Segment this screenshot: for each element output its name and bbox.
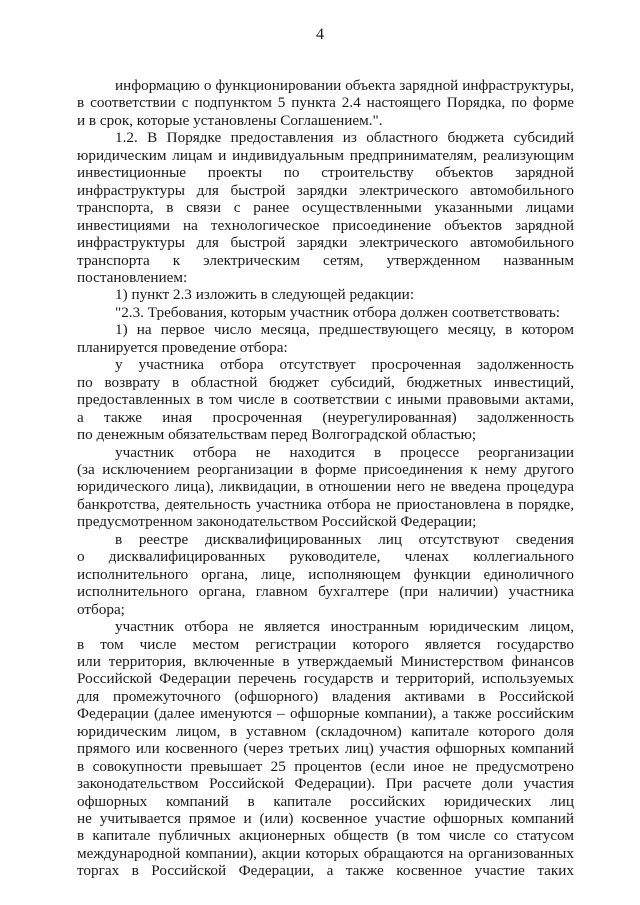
text-line: прямого или косвенного (через третьих лиц) участия офшорных компаний (77, 740, 574, 758)
text-line: 1) на первое число месяца, предшествующего месяцу, в котором (115, 321, 574, 339)
text-line: для промежуточного (офшорного) владения активами в Российской (77, 687, 574, 705)
text-line: юридическим лицом, в уставном (складочном) капитале которого доля (77, 722, 574, 740)
text-line: предоставленных в том числе в соответствии с иными правовыми актами, (77, 391, 574, 409)
text-line: в том числе местом регистрации которого является государство (77, 635, 574, 653)
text-line: "2.3. Требования, которым участник отбора должен соответствовать: (115, 303, 560, 321)
text-line: исполнительного органа, главном бухгалтере (при наличии) участника (77, 583, 574, 601)
text-line: законодательством Российской Федерации). При расчете доли участия (77, 775, 574, 793)
text-line: информацию о функционировании объекта зарядной инфраструктуры, (115, 77, 574, 94)
text-line: исполнительного органа, лице, исполняющем функции единоличного (77, 565, 574, 583)
paragraph (77, 129, 574, 286)
paragraph (77, 286, 574, 303)
text-line: участник отбора не находится в процессе реорганизации (115, 443, 574, 461)
text-line: или территория, включенные в утверждаемый Министерством финансов (77, 652, 574, 670)
text-line: в капитале публичных акционерных обществ (в том числе со статусом (77, 827, 574, 845)
text-line: юридическим лицам и индивидуальным предпринимателям, реализующим (77, 146, 574, 164)
paragraph (77, 618, 574, 880)
paragraph (77, 304, 574, 321)
text-line: о дисквалифицированных руководителе, членах коллегиального (77, 548, 574, 566)
text-line: предусмотренном законодательством Российской Федерации; (77, 513, 477, 531)
text-line: (за исключением реорганизации в форме присоединения к нему другого (77, 460, 574, 478)
text-line: торгах в Российской Федерации, а также косвенное участие таких (77, 862, 574, 880)
page-number: 4 (316, 26, 324, 43)
text-line: планируется проведение отбора: (77, 338, 288, 356)
paragraph (77, 531, 574, 618)
text-line: не учитывается прямое и (или) косвенное участие офшорных компаний (77, 810, 574, 828)
text-line: международной компании), акции которых обращаются на организованных (77, 844, 574, 862)
text-line: инвестиционные проекты по строительству объектов зарядной (77, 164, 574, 182)
text-line: банкротства, деятельность участника отбора не приостановлена в порядке, (77, 495, 574, 513)
paragraph (77, 444, 574, 531)
document-body (77, 77, 574, 880)
text-line: транспорта к электрическим сетям, утвержденном названным (77, 251, 574, 269)
text-line: офшорных компаний в капитале российских юридических лиц (77, 792, 574, 810)
paragraph (77, 356, 574, 443)
text-line: и в срок, которые установлены Соглашением.". (77, 111, 383, 129)
text-line: в соответствии с подпунктом 5 пункта 2.4 настоящего Порядка, по форме (77, 94, 574, 112)
text-line: инфраструктуры для быстрой зарядки электрического автомобильного (77, 234, 574, 252)
text-line: постановлением: (77, 268, 188, 286)
text-line: инвестициями на технологическое присоединение объектов зарядной (77, 216, 574, 234)
text-line: по возврату в областной бюджет субсидий, бюджетных инвестиций, (77, 373, 574, 391)
text-line: Федерации (далее именуются – офшорные компании), а также российским (77, 705, 574, 723)
text-line: 1) пункт 2.3 изложить в следующей редакции: (115, 286, 415, 304)
text-line: участник отбора не является иностранным юридическим лицом, (115, 618, 574, 636)
text-line: у участника отбора отсутствует просроченная задолженность (115, 356, 574, 374)
text-line: по денежным обязательствам перед Волгоградской областью; (77, 426, 477, 444)
paragraph (77, 77, 574, 129)
text-line: отбора; (77, 600, 125, 618)
text-line: транспорта, в связи с ранее осуществленными указанными лицами (77, 199, 574, 217)
text-line: Российской Федерации перечень государств и территорий, используемых (77, 670, 574, 688)
text-line: в реестре дисквалифицированных лиц отсутствуют сведения (115, 530, 574, 548)
text-line: инфраструктуры для быстрой зарядки электрического автомобильного (77, 181, 574, 199)
text-line: юридического лица), ликвидации, в отношении него не введена процедура (77, 478, 574, 496)
text-line: 1.2. В Порядке предоставления из областного бюджета субсидий (115, 129, 574, 147)
text-line: в совокупности превышает 25 процентов (если иное не предусмотрено (77, 757, 574, 775)
paragraph (77, 321, 574, 356)
text-line: а также иная просроченная (неурегулированная) задолженность (77, 408, 574, 426)
